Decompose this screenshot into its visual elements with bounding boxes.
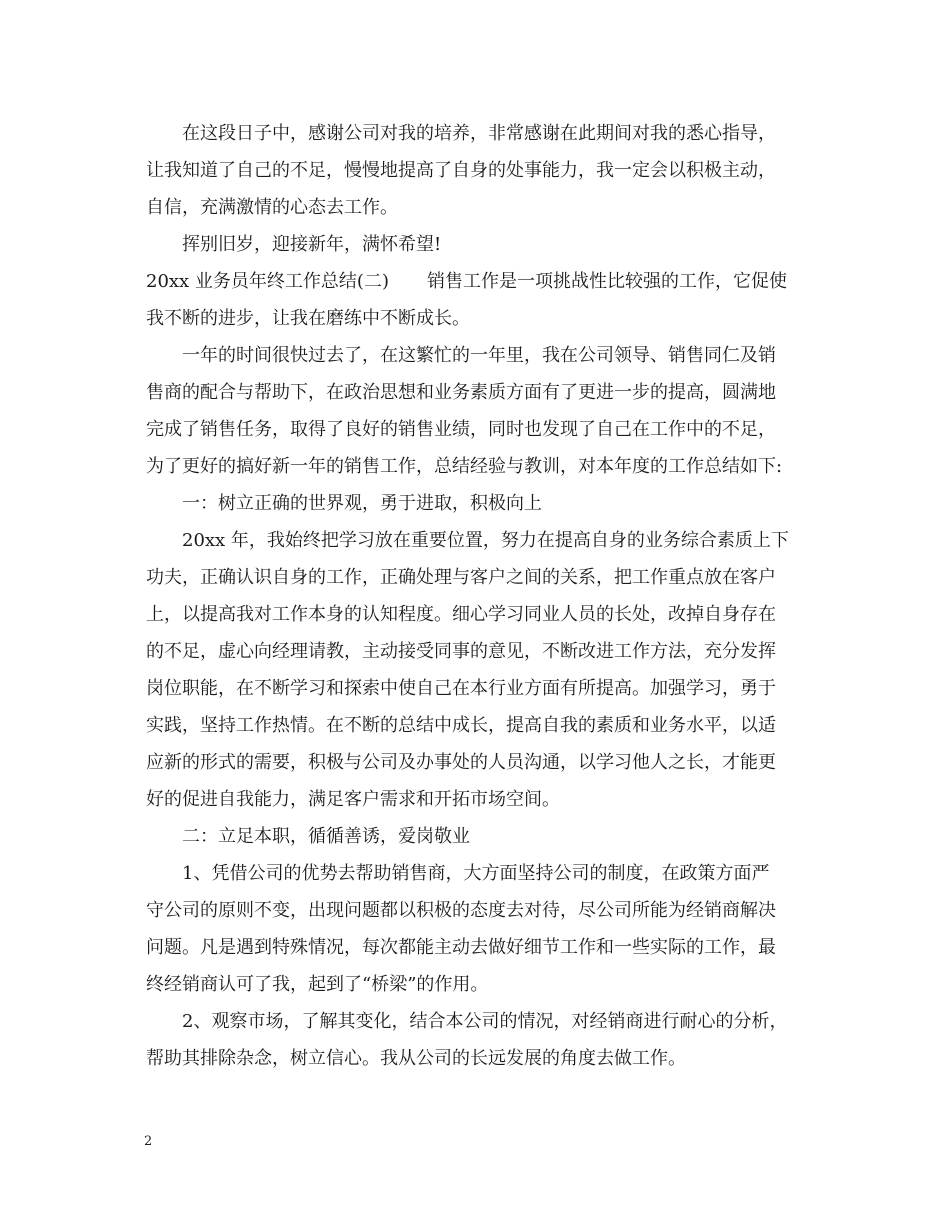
text-line: 问题。凡是遇到特殊情况，每次都能主动去做好细节工作和一些实际的工作，最 (146, 937, 776, 958)
text-line: 岗位职能，在不断学习和探索中使自己在本行业方面有所提高。加强学习，勇于 (146, 678, 776, 699)
section-heading: 二：立足本职，循循善诱，爱岗敬业 (182, 826, 470, 847)
text-line: 让我知道了自己的不足，慢慢地提高了自身的处事能力，我一定会以积极主动， (146, 160, 776, 181)
text-line: 为了更好的搞好新一年的销售工作，总结经验与教训，对本年度的工作总结如下: (146, 456, 783, 477)
text-line: 我不断的进步，让我在磨练中不断成长。 (146, 308, 470, 329)
document-body (146, 115, 811, 1077)
text-line: 售商的配合与帮助下，在政治思想和业务素质方面有了更进一步的提高，圆满地 (146, 382, 776, 403)
text-line: 守公司的原则不变，出现问题都以积极的态度去对待，尽公司所能为经销商解决 (146, 900, 776, 921)
text-line: 挥别旧岁，迎接新年，满怀希望! (182, 234, 442, 255)
text-line: 在这段日子中，感谢公司对我的培养，非常感谢在此期间对我的悉心指导， (182, 123, 776, 144)
text-line: 应新的形式的需要，积极与公司及办事处的人员沟通，以学习他人之长，才能更 (146, 752, 776, 773)
text-line: 好的促进自我能力，满足客户需求和开拓市场空间。 (146, 789, 560, 810)
text-segment: 销售工作是一项挑战性比较强的工作，它促使 (426, 271, 787, 292)
section-heading: 一：树立正确的世界观，勇于进取，积极向上 (182, 493, 542, 514)
text-line: 1、凭借公司的优势去帮助销售商，大方面坚持公司的制度，在政策方面严 (182, 863, 770, 884)
text-line: 自信，充满激情的心态去工作。 (146, 197, 398, 218)
text-line: 完成了销售任务，取得了良好的销售业绩，同时也发现了自己在工作中的不足， (146, 419, 776, 440)
text-line: 的不足，虚心向经理请教，主动接受同事的意见，不断改进工作方法，充分发挥 (146, 641, 776, 662)
page-number: 2 (144, 1134, 153, 1149)
text-line: 2、观察市场，了解其变化，结合本公司的情况，对经销商进行耐心的分析， (182, 1011, 788, 1032)
text-line: 一年的时间很快过去了，在这繁忙的一年里，我在公司领导、销售同仁及销 (182, 345, 776, 366)
text-line: 20xx 年，我始终把学习放在重要位置，努力在提高自身的业务综合素质上下 (182, 530, 789, 551)
text-line: 实践，坚持工作热情。在不断的总结中成长，提高自我的素质和业务水平，以适 (146, 715, 776, 736)
text-line-with-heading (146, 263, 811, 300)
section-title: 20xx 业务员年终工作总结(二) (146, 271, 389, 292)
text-line: 帮助其排除杂念，树立信心。我从公司的长远发展的角度去做工作。 (146, 1048, 686, 1069)
text-line: 上，以提高我对工作本身的认知程度。细心学习同业人员的长处，改掉自身存在 (146, 604, 776, 625)
text-line: 功夫，正确认识自身的工作，正确处理与客户之间的关系，把工作重点放在客户 (146, 567, 776, 588)
text-line: 终经销商认可了我，起到了“桥梁”的作用。 (146, 974, 489, 995)
